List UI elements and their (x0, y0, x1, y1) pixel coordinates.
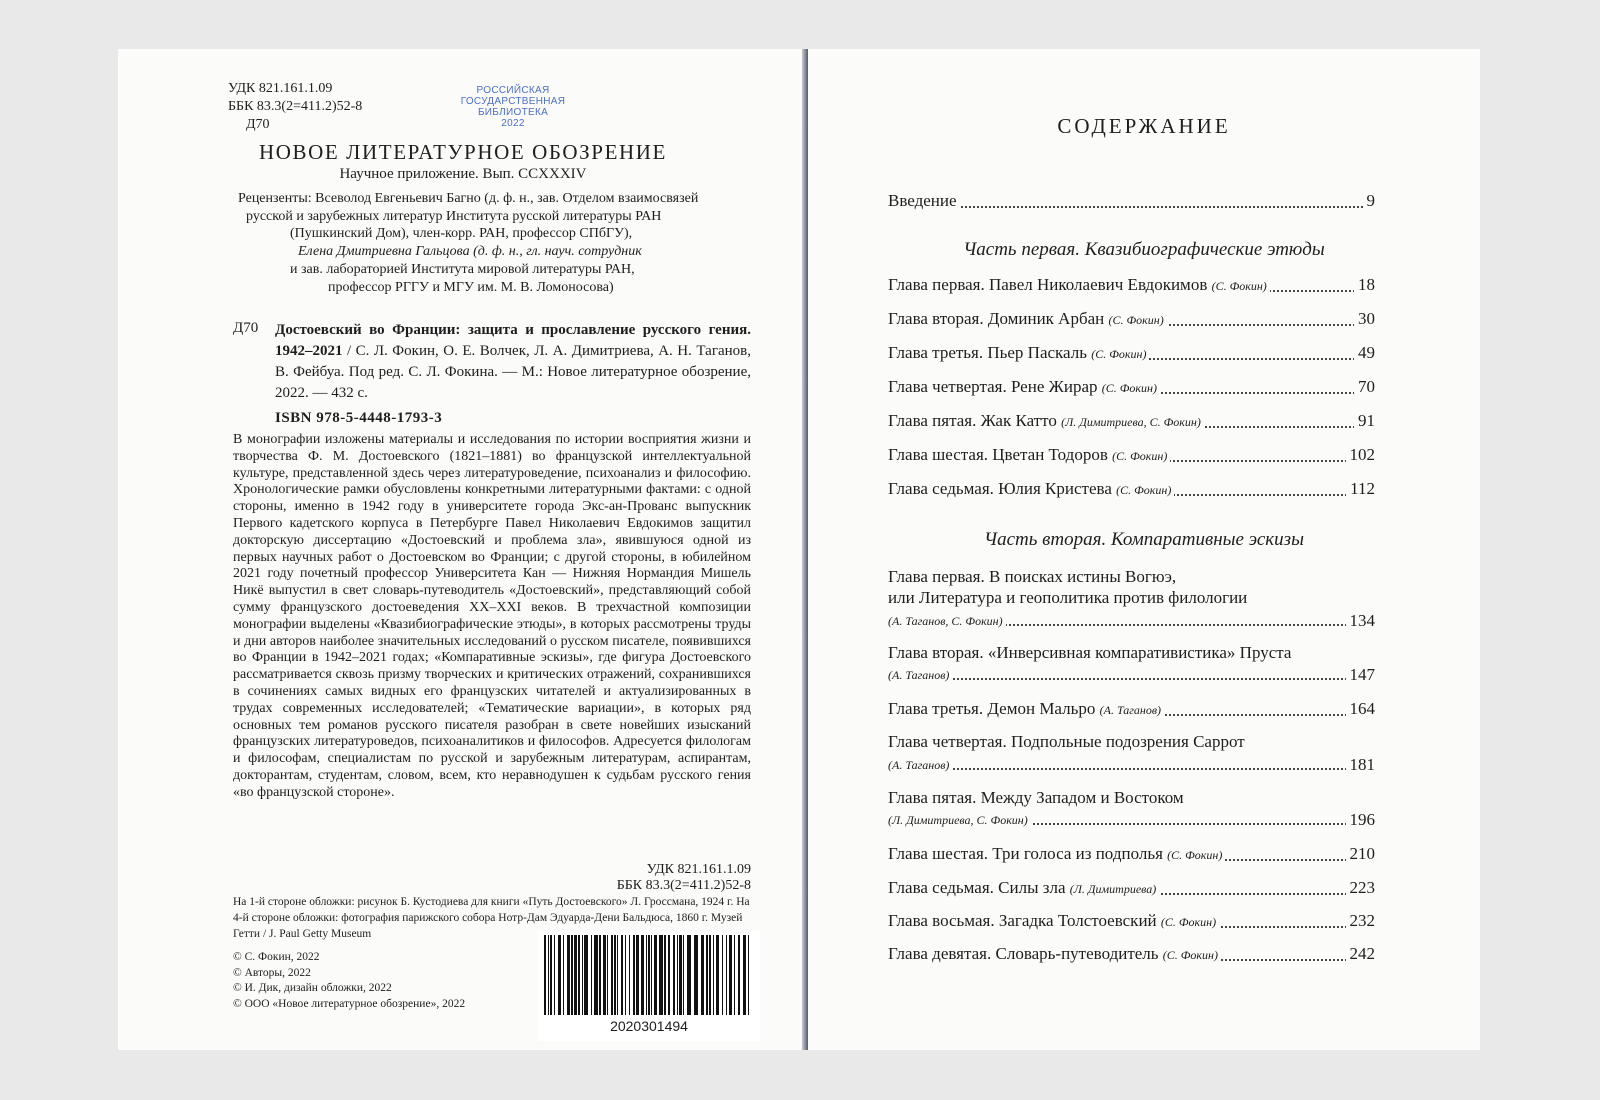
annotation-bbk: ББК 83.3(2=411.2)52-8 (616, 878, 751, 893)
toc-entry-title-line: Глава вторая. «Инверсивная компаративистика» Пруста (888, 643, 1292, 662)
annotation-udk: УДК 821.161.1.09 (646, 862, 751, 877)
toc-entry: Глава шестая. Три голоса из подполья (С. Фокин) 210 (888, 842, 1375, 866)
toc-entry-intro: Введение 9 (888, 189, 1375, 213)
bib-title: Достоевский во Франции: защита и прославление русского гения. 1942–2021 (275, 322, 751, 359)
reviewer-line: (Пушкинский Дом), член-корр. РАН, профессор СПбГУ), (290, 226, 633, 242)
toc-entry-title-line: Глава четвертая. Подпольные подозрения Саррот (888, 732, 1245, 751)
journal-title: НОВОЕ ЛИТЕРАТУРНОЕ ОБОЗРЕНИЕ (259, 140, 667, 164)
annotation: В монографии изложены материалы и исследования по истории восприятия жизни и творчества Ф. М. Достоевского (1821–1881) во французской интеллектуальной культуре, представленной здесь через литературоведение, психоанализ и философию. Хронологические рамки обусловлены конкретными литературными фактами: с одной стороны, именно в 1942 году в университете города Экс-ан-Прованс выпускник Первого кадетского корпуса в Петербурге Павел Николаевич Евдокимов защитил докторскую диссертацию «Достоевский и проблема зла», явившуюся одной из первых научных работ о Достоевском во Франции; с другой стороны, в юбилейном 2021 году почетный профессор Университета Кан — Нижняя Нормандия Мишель Никё выпустил в свет словарь-путеводитель «Достоевский», представляющий собой сумму французского достоеведения XX–XXI веков. В трехчастной композиции монографии выделены «Квазибиографические этюды», в которых рассмотрены труды и дни авторов наиболее значительных исследований о русском писателе, появившихся во Франции в 1942–2021 годах; «Компаративные эскизы», где фигура Достоевского рассматривается сквозь призму творческих и критических отражений, сохранившихся в сочинениях самых видных его французских читателей и актуализированных в трудах современных исследователей; «Тематические вариации», в которых ряд основных тем романов русского писателя разобран в свете новейших изысканий французских литературоведов, психоаналитиков и философов. Адресуется филологам и философам, специалистам по русской и зарубежным литературам, аспирантам, докторантам, студентам, словом, всем, кто неравнодушен к судьбам русского гения «во французской стороне». (233, 432, 751, 800)
copyright-block (233, 950, 533, 1012)
toc-entry: (А. Таганов, С. Фокин) 134 (888, 611, 1375, 630)
barcode-icon (542, 935, 756, 1015)
toc-entry: Глава шестая. Цветан Тодоров (С. Фокин) 102 (888, 443, 1375, 467)
copyright-line: © Авторы, 2022 (233, 966, 311, 979)
udk-code: УДК 821.161.1.09 (228, 81, 333, 96)
toc-entry: (Л. Димитриева, С. Фокин) 196 (888, 810, 1375, 829)
toc-entry-title-line: или Литература и геополитика против филологии (888, 588, 1248, 607)
bbk-code: ББК 83.3(2=411.2)52-8 (228, 99, 363, 114)
right-page (808, 49, 1480, 1050)
reviewer-line: профессор РГГУ и МГУ им. М. В. Ломоносова) (328, 279, 614, 295)
reviewer-line: Рецензенты: Всеволод Евгеньевич Багно (д. ф. н., зав. Отделом взаимосвязей (238, 191, 699, 206)
toc-entry: (А. Таганов) 147 (888, 665, 1375, 684)
cover-note: На 1-й стороне обложки: рисунок Б. Кустодиева для книги «Путь Достоевского» Л. Гроссмана, 1924 г. На 4-й стороне обложки: фотография парижского собора Нотр-Дам Эдуарда-Дени Бальдюса, 1860 г. Музей Гетти / J. Paul Getty Museum (233, 896, 750, 940)
bib-code: Д70 (233, 320, 259, 336)
barcode-number: 2020301494 (610, 1018, 688, 1034)
bibliographic-record (275, 320, 751, 404)
isbn: ISBN 978-5-4448-1793-3 (275, 410, 443, 426)
toc-entry: Глава пятая. Жак Катто (Л. Димитриева, С. Фокин) 91 (888, 409, 1375, 433)
toc-entry: Глава четвертая. Рене Жирар (С. Фокин) 70 (888, 375, 1375, 399)
library-stamp: РОССИЙСКАЯ ГОСУДАРСТВЕННАЯ БИБЛИОТЕКА 2022 (460, 85, 566, 129)
reviewers-block (238, 190, 738, 296)
left-page (118, 49, 808, 1050)
toc-entry: Глава вторая. Доминик Арбан (С. Фокин) 30 (888, 307, 1375, 331)
toc-title: СОДЕРЖАНИЕ (1057, 114, 1231, 138)
bib-details: / С. Л. Фокин, О. Е. Волчек, Л. А. Димитриева, А. Н. Таганов, В. Фейбуа. Под ред. С. Л. Фокина. — М.: Новое литературное обозрение, 2022. — 432 с. (275, 343, 751, 401)
copyright-line: © С. Фокин, 2022 (233, 951, 320, 963)
toc-entry-title-line: Глава первая. В поисках истины Вогюэ, (888, 567, 1177, 586)
toc-entry: Глава девятая. Словарь-путеводитель (С. Фокин) 242 (888, 942, 1375, 966)
toc-entry: Глава седьмая. Юлия Кристева (С. Фокин) 112 (888, 477, 1375, 501)
copyright-line: © ООО «Новое литературное обозрение», 2022 (233, 997, 466, 1010)
author-sign-code: Д70 (246, 117, 270, 132)
toc-entry-title-line: Глава пятая. Между Западом и Востоком (888, 788, 1184, 807)
toc-entry: Глава третья. Пьер Паскаль (С. Фокин) 49 (888, 341, 1375, 365)
toc-entry: Глава восьмая. Загадка Толстоевский (С. Фокин) 232 (888, 909, 1375, 933)
library-barcode-sticker (538, 931, 760, 1041)
copyright-line: © И. Дик, дизайн обложки, 2022 (233, 982, 392, 994)
toc-entry: (А. Таганов) 181 (888, 755, 1375, 774)
toc-entry: Глава первая. Павел Николаевич Евдокимов (С. Фокин) 18 (888, 273, 1375, 297)
toc-entry: Глава третья. Демон Мальро (А. Таганов) 164 (888, 697, 1375, 721)
part-one-title: Часть первая. Квазибиографические этюды (963, 239, 1325, 260)
reviewer-line: Елена Дмитриевна Гальцова (д. ф. н., гл. науч. сотрудник (298, 244, 642, 260)
part-two-title: Часть вторая. Компаративные эскизы (984, 529, 1304, 550)
journal-subtitle: Научное приложение. Вып. CCXXXIV (339, 166, 587, 182)
reviewer-line: и зав. лабораторией Института мировой литературы РАН, (290, 261, 635, 277)
reviewer-line: русской и зарубежных литератур Института русской литературы РАН (246, 208, 662, 224)
toc-entry: Глава седьмая. Силы зла (Л. Димитриева) 223 (888, 876, 1375, 900)
